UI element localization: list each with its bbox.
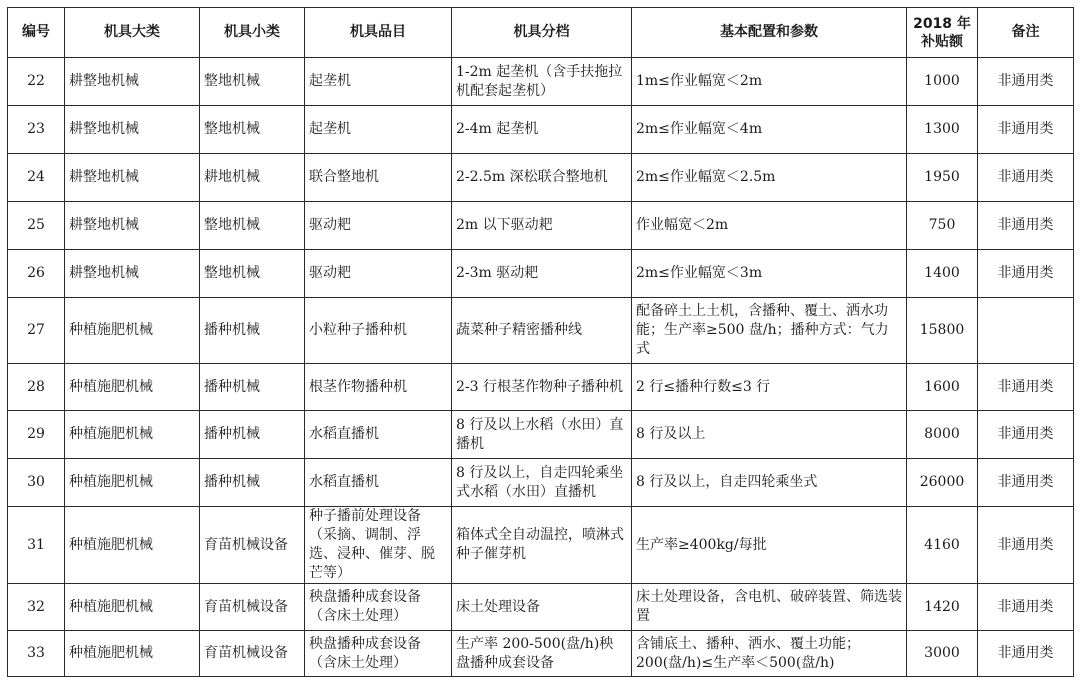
table-row — [8, 58, 1074, 106]
subsidy-table-container — [7, 7, 1073, 677]
cell-note: 非通用类 — [978, 411, 1074, 459]
cell-id: 24 — [8, 154, 65, 202]
cell-subcategory: 整地机械 — [200, 106, 305, 154]
cell-note: 非通用类 — [978, 631, 1074, 677]
cell-config: 1m≤作业幅宽＜2m — [632, 58, 907, 106]
cell-item: 驱动耙 — [305, 250, 452, 298]
table-row — [8, 459, 1074, 507]
cell-id: 23 — [8, 106, 65, 154]
cell-subcategory: 整地机械 — [200, 58, 305, 106]
cell-category: 种植施肥机械 — [65, 298, 200, 364]
cell-subsidy: 4160 — [907, 507, 978, 584]
cell-item: 驱动耙 — [305, 202, 452, 250]
cell-id: 32 — [8, 584, 65, 631]
cell-grade: 1-2m 起垄机（含手扶拖拉机配套起垄机） — [452, 58, 632, 106]
cell-id: 26 — [8, 250, 65, 298]
cell-subsidy: 8000 — [907, 411, 978, 459]
cell-config: 2m≤作业幅宽＜2.5m — [632, 154, 907, 202]
cell-subcategory: 育苗机械设备 — [200, 584, 305, 631]
cell-subsidy: 1400 — [907, 250, 978, 298]
subsidy-table — [7, 7, 1074, 677]
cell-config: 床土处理设备，含电机、破碎装置、筛选装置 — [632, 584, 907, 631]
cell-config: 2m≤作业幅宽＜4m — [632, 106, 907, 154]
cell-item: 种子播前处理设备（采摘、调制、浮选、浸种、催芽、脱芒等） — [305, 507, 452, 584]
cell-config: 8 行及以上，自走四轮乘坐式 — [632, 459, 907, 507]
table-row — [8, 106, 1074, 154]
cell-id: 30 — [8, 459, 65, 507]
table-row — [8, 411, 1074, 459]
cell-subsidy: 3000 — [907, 631, 978, 677]
cell-note: 非通用类 — [978, 106, 1074, 154]
table-row — [8, 507, 1074, 584]
cell-subsidy: 1000 — [907, 58, 978, 106]
table-header-row — [8, 8, 1074, 58]
cell-item: 秧盘播种成套设备（含床土处理） — [305, 584, 452, 631]
cell-note: 非通用类 — [978, 507, 1074, 584]
cell-category: 耕整地机械 — [65, 154, 200, 202]
cell-subsidy: 26000 — [907, 459, 978, 507]
table-row — [8, 298, 1074, 364]
header-subsidy-line2: 补贴额 — [921, 33, 963, 50]
cell-subcategory: 播种机械 — [200, 298, 305, 364]
cell-item: 水稻直播机 — [305, 459, 452, 507]
cell-subsidy: 15800 — [907, 298, 978, 364]
cell-category: 种植施肥机械 — [65, 584, 200, 631]
cell-config: 作业幅宽＜2m — [632, 202, 907, 250]
header-category: 机具大类 — [65, 8, 200, 58]
cell-subcategory: 播种机械 — [200, 364, 305, 411]
cell-grade: 2-3m 驱动耙 — [452, 250, 632, 298]
cell-category: 种植施肥机械 — [65, 459, 200, 507]
cell-subsidy: 1950 — [907, 154, 978, 202]
cell-category: 耕整地机械 — [65, 106, 200, 154]
cell-subsidy: 1300 — [907, 106, 978, 154]
cell-category: 种植施肥机械 — [65, 411, 200, 459]
cell-item: 秧盘播种成套设备（含床土处理） — [305, 631, 452, 677]
cell-subcategory: 育苗机械设备 — [200, 507, 305, 584]
cell-subcategory: 育苗机械设备 — [200, 631, 305, 677]
cell-subsidy: 750 — [907, 202, 978, 250]
table-row — [8, 631, 1074, 677]
cell-grade: 8 行及以上水稻（水田）直播机 — [452, 411, 632, 459]
cell-id: 22 — [8, 58, 65, 106]
cell-note: 非通用类 — [978, 584, 1074, 631]
cell-subcategory: 整地机械 — [200, 202, 305, 250]
table-row — [8, 364, 1074, 411]
cell-note: 非通用类 — [978, 58, 1074, 106]
cell-category: 种植施肥机械 — [65, 631, 200, 677]
cell-grade: 箱体式全自动温控，喷淋式种子催芽机 — [452, 507, 632, 584]
header-note: 备注 — [978, 8, 1074, 58]
cell-category: 种植施肥机械 — [65, 507, 200, 584]
cell-note — [978, 298, 1074, 364]
cell-grade: 8 行及以上，自走四轮乘坐式水稻（水田）直播机 — [452, 459, 632, 507]
header-subcategory: 机具小类 — [200, 8, 305, 58]
cell-subcategory: 播种机械 — [200, 459, 305, 507]
table-row — [8, 154, 1074, 202]
header-subsidy-line1: 2018 年 — [913, 15, 971, 32]
cell-category: 种植施肥机械 — [65, 364, 200, 411]
table-row — [8, 584, 1074, 631]
cell-subcategory: 整地机械 — [200, 250, 305, 298]
cell-note: 非通用类 — [978, 364, 1074, 411]
cell-grade: 2-2.5m 深松联合整地机 — [452, 154, 632, 202]
cell-grade: 2-3 行根茎作物种子播种机 — [452, 364, 632, 411]
cell-note: 非通用类 — [978, 202, 1074, 250]
cell-grade: 床土处理设备 — [452, 584, 632, 631]
cell-item: 联合整地机 — [305, 154, 452, 202]
cell-id: 25 — [8, 202, 65, 250]
cell-config: 生产率≥400kg/每批 — [632, 507, 907, 584]
cell-subsidy: 1600 — [907, 364, 978, 411]
cell-category: 耕整地机械 — [65, 202, 200, 250]
cell-item: 小粒种子播种机 — [305, 298, 452, 364]
cell-config: 8 行及以上 — [632, 411, 907, 459]
header-item: 机具品目 — [305, 8, 452, 58]
cell-note: 非通用类 — [978, 459, 1074, 507]
cell-id: 27 — [8, 298, 65, 364]
cell-subsidy: 1420 — [907, 584, 978, 631]
cell-grade: 2-4m 起垄机 — [452, 106, 632, 154]
cell-note: 非通用类 — [978, 250, 1074, 298]
table-row — [8, 250, 1074, 298]
cell-note: 非通用类 — [978, 154, 1074, 202]
table-row — [8, 202, 1074, 250]
header-grade: 机具分档 — [452, 8, 632, 58]
cell-item: 水稻直播机 — [305, 411, 452, 459]
cell-category: 耕整地机械 — [65, 250, 200, 298]
cell-id: 31 — [8, 507, 65, 584]
cell-config: 含铺底土、播种、洒水、覆土功能；200(盘/h)≤生产率＜500(盘/h) — [632, 631, 907, 677]
cell-item: 根茎作物播种机 — [305, 364, 452, 411]
cell-grade: 生产率 200-500(盘/h)秧盘播种成套设备 — [452, 631, 632, 677]
cell-item: 起垄机 — [305, 58, 452, 106]
cell-config: 配备碎土上土机，含播种、覆土、洒水功能；生产率≥500 盘/h；播种方式：气力式 — [632, 298, 907, 364]
header-subsidy — [907, 8, 978, 58]
cell-grade: 2m 以下驱动耙 — [452, 202, 632, 250]
cell-config: 2 行≤播种行数≤3 行 — [632, 364, 907, 411]
cell-id: 33 — [8, 631, 65, 677]
cell-subcategory: 播种机械 — [200, 411, 305, 459]
cell-grade: 蔬菜种子精密播种线 — [452, 298, 632, 364]
header-config: 基本配置和参数 — [632, 8, 907, 58]
cell-id: 28 — [8, 364, 65, 411]
cell-subcategory: 耕地机械 — [200, 154, 305, 202]
cell-category: 耕整地机械 — [65, 58, 200, 106]
header-id: 编号 — [8, 8, 65, 58]
cell-config: 2m≤作业幅宽＜3m — [632, 250, 907, 298]
cell-item: 起垄机 — [305, 106, 452, 154]
cell-id: 29 — [8, 411, 65, 459]
